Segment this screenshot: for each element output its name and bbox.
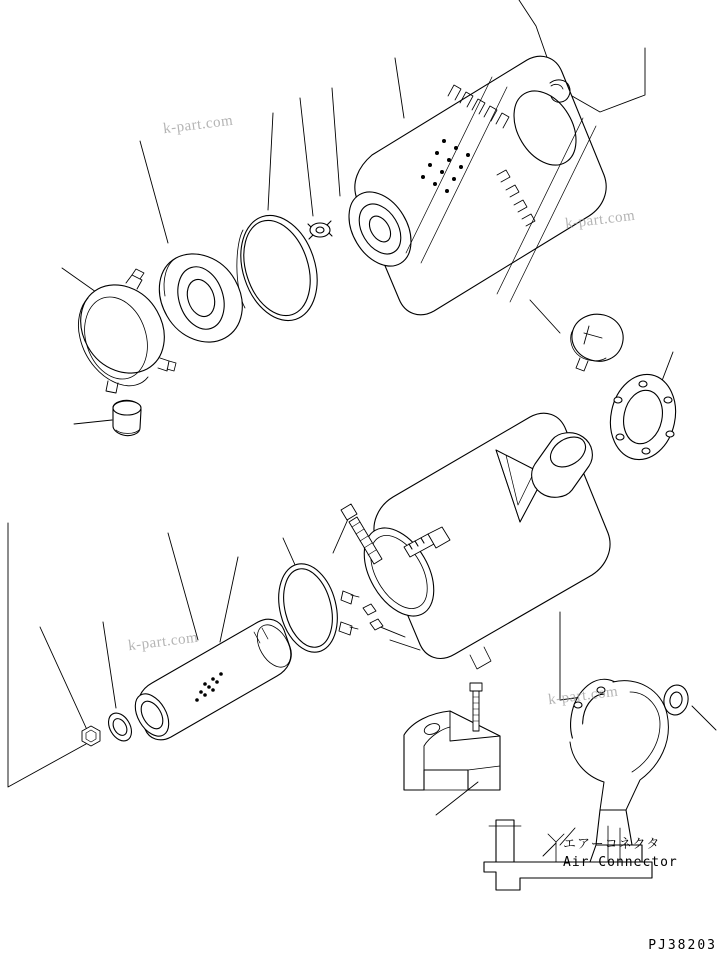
bracket — [404, 711, 500, 790]
washer — [104, 709, 136, 745]
wing-nut-small — [308, 221, 332, 239]
air-connector-label-en: Air Connector — [563, 855, 678, 870]
evacuator-valve — [113, 400, 141, 435]
watermark: k-part.com — [564, 207, 637, 233]
nut-a — [82, 726, 100, 746]
air-connector-label — [563, 836, 678, 872]
outer-element — [336, 56, 606, 315]
cover-cap — [571, 314, 623, 371]
mounting-flange — [603, 368, 683, 465]
watermark: k-part.com — [127, 629, 200, 655]
part-number: PJ38203 — [648, 938, 717, 953]
clamp-nuts — [363, 604, 383, 630]
air-connector-label-jp: エアーコネクタ — [563, 837, 661, 852]
watermark: k-part.com — [547, 683, 620, 709]
watermark: k-part.com — [162, 112, 235, 138]
end-cap — [159, 254, 242, 342]
